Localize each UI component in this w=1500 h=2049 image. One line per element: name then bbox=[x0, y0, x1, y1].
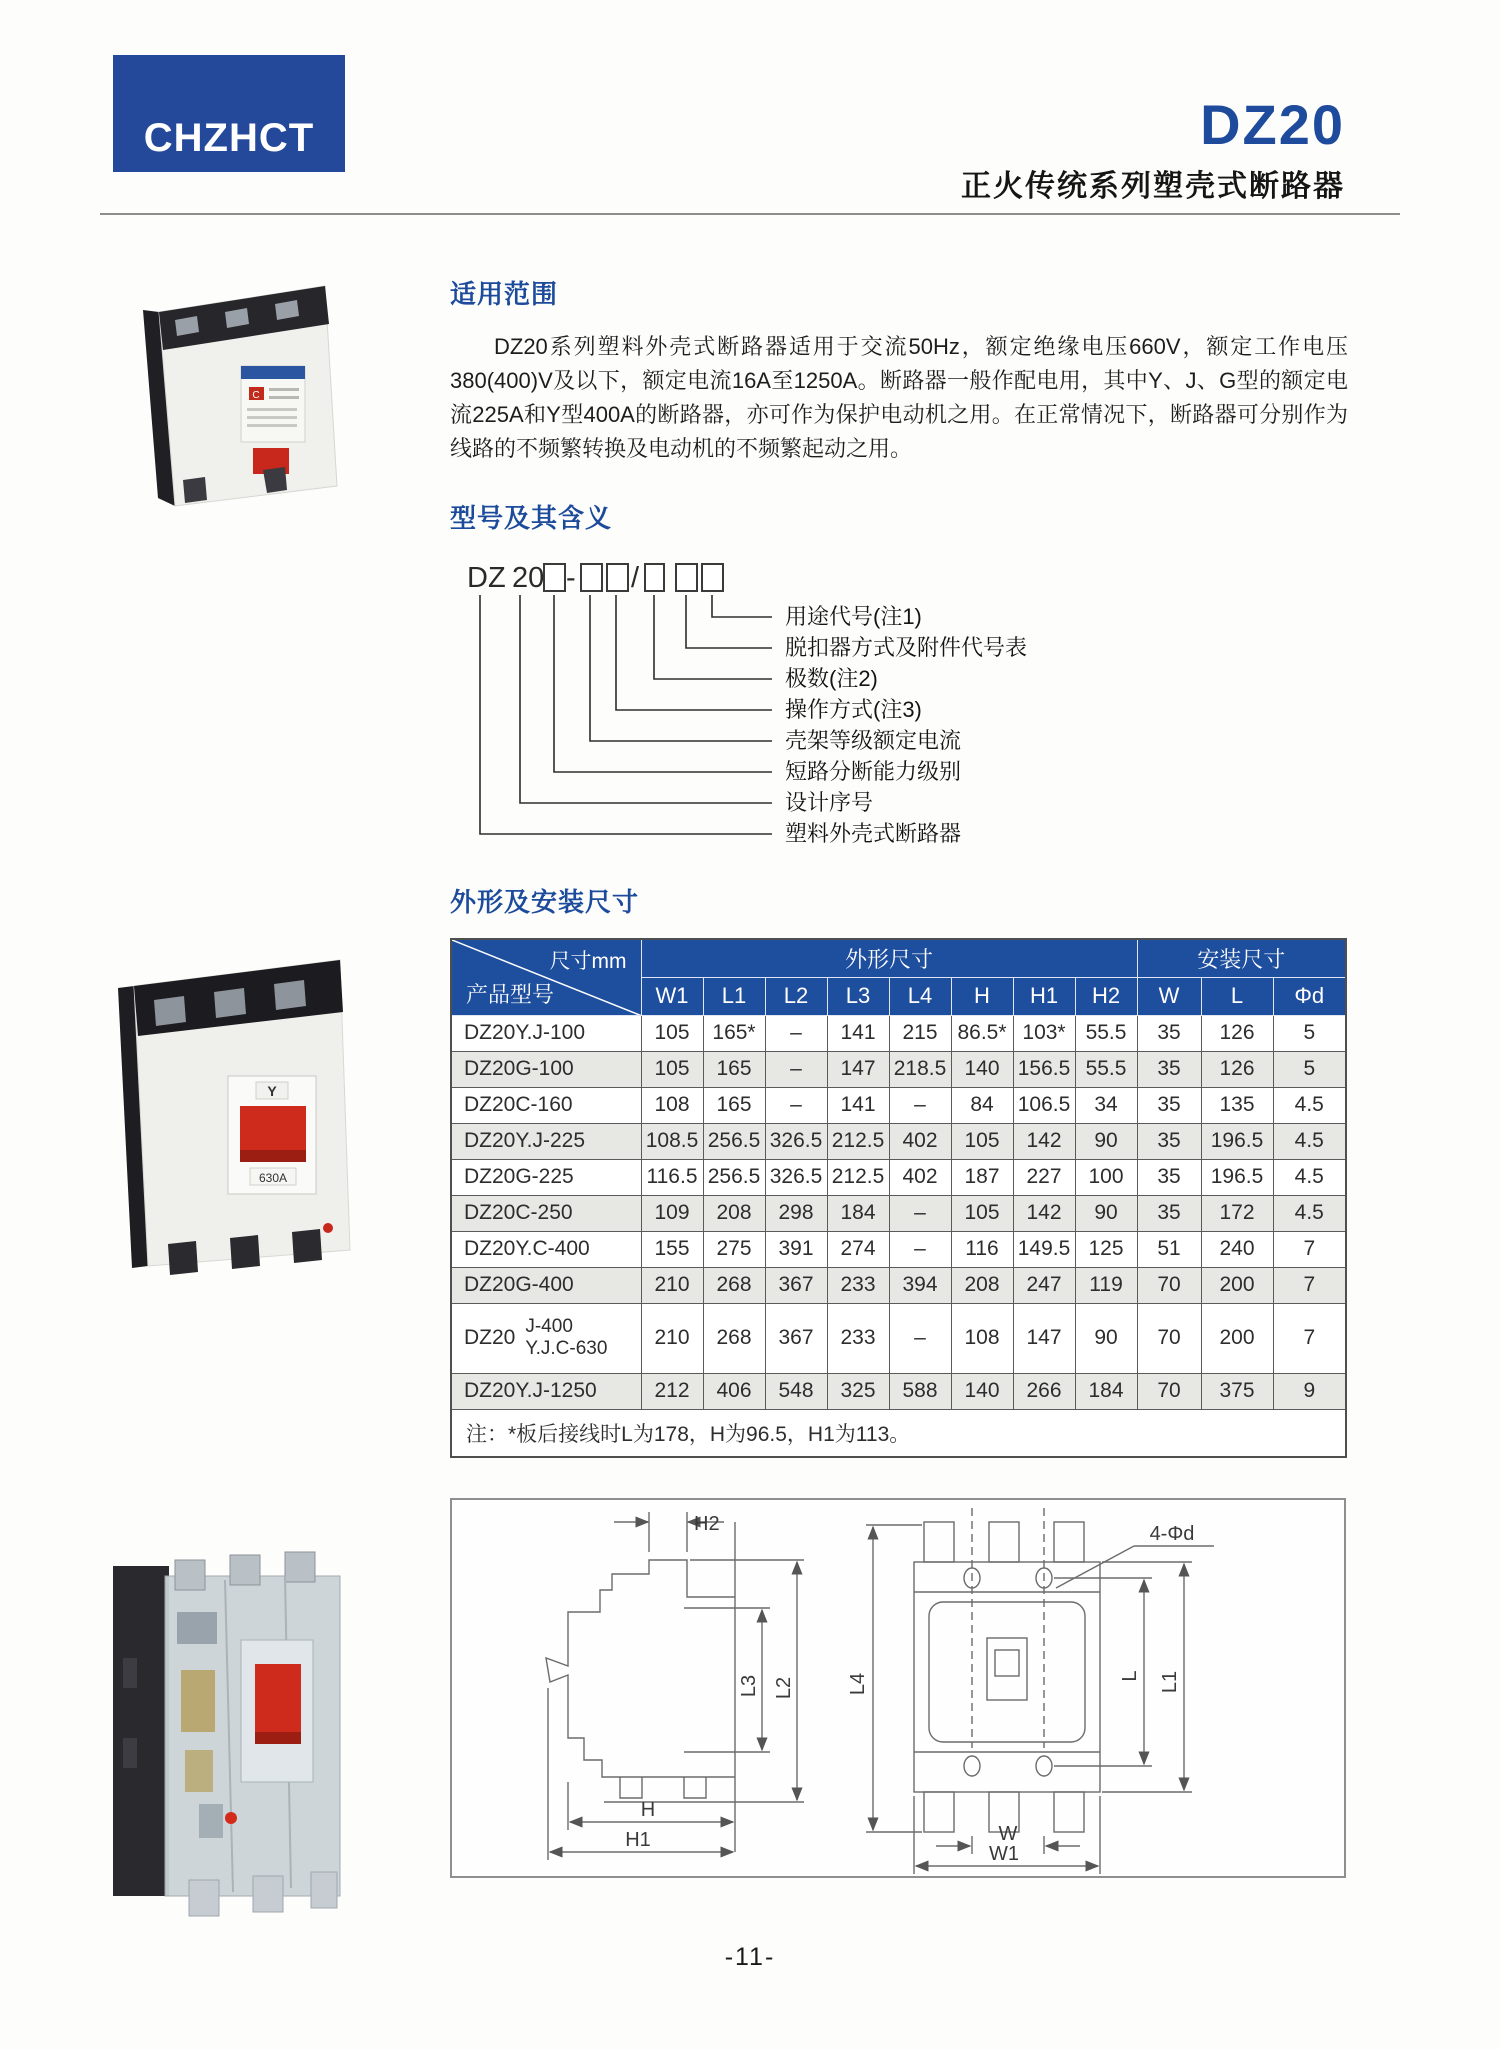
col-header: W bbox=[1137, 977, 1201, 1015]
dim-value-cell: 86.5* bbox=[951, 1015, 1013, 1051]
dim-label-w1: W1 bbox=[989, 1843, 1019, 1865]
product-model-cell: DZ20G-100 bbox=[451, 1051, 641, 1087]
dim-value-cell: 7 bbox=[1273, 1231, 1346, 1267]
dim-value-cell: 172 bbox=[1201, 1195, 1273, 1231]
table-row bbox=[451, 1123, 1346, 1159]
table-corner-cell bbox=[451, 939, 641, 1015]
dim-value-cell: 155 bbox=[641, 1231, 703, 1267]
col-header: W1 bbox=[641, 977, 703, 1015]
dim-value-cell: 105 bbox=[951, 1195, 1013, 1231]
table-row bbox=[451, 1159, 1346, 1195]
col-header: L3 bbox=[827, 977, 889, 1015]
dim-value-cell: 35 bbox=[1137, 1123, 1201, 1159]
dim-value-cell: 90 bbox=[1075, 1303, 1137, 1373]
dim-value-cell: 212 bbox=[641, 1373, 703, 1409]
dim-value-cell: 268 bbox=[703, 1267, 765, 1303]
dim-value-cell: 233 bbox=[827, 1303, 889, 1373]
dim-value-cell: 147 bbox=[827, 1051, 889, 1087]
dim-value-cell: 34 bbox=[1075, 1087, 1137, 1123]
col-header: H2 bbox=[1075, 977, 1137, 1015]
dim-value-cell: 116.5 bbox=[641, 1159, 703, 1195]
dim-value-cell: – bbox=[889, 1195, 951, 1231]
dim-value-cell: 210 bbox=[641, 1303, 703, 1373]
dim-value-cell: 326.5 bbox=[765, 1123, 827, 1159]
dim-value-cell: 256.5 bbox=[703, 1159, 765, 1195]
dim-value-cell: 90 bbox=[1075, 1123, 1137, 1159]
dim-value-cell: 375 bbox=[1201, 1373, 1273, 1409]
model-box-breaking-capacity bbox=[544, 564, 565, 591]
col-header: H bbox=[951, 977, 1013, 1015]
dim-value-cell: 140 bbox=[951, 1051, 1013, 1087]
table-note-row bbox=[451, 1409, 1346, 1457]
title-block bbox=[900, 93, 1345, 205]
dim-value-cell: 256.5 bbox=[703, 1123, 765, 1159]
page-number: -11- bbox=[724, 1943, 776, 1971]
dim-value-cell: 84 bbox=[951, 1087, 1013, 1123]
col-header: L bbox=[1201, 977, 1273, 1015]
model-label-list bbox=[785, 604, 1205, 864]
dim-value-cell: – bbox=[889, 1087, 951, 1123]
col-header: L4 bbox=[889, 977, 951, 1015]
model-box-frame-current bbox=[581, 564, 602, 591]
dim-value-cell: 367 bbox=[765, 1267, 827, 1303]
table-row bbox=[451, 1267, 1346, 1303]
section-title-scope: 适用范围 bbox=[450, 279, 559, 309]
table-row bbox=[451, 1087, 1346, 1123]
scope-paragraph: DZ20系列塑料外壳式断路器适用于交流50Hz，额定绝缘电压660V，额定工作电压380(400)V及以下，额定电流16A至1250A。断路器一般作配电用，其中Y、J、G型的额定电流225A和Y型400A的断路器，亦可作为保护电动机之用。在正常情况下，断路器可分别作为线路的不频繁转换及电动机的不频繁起动之用。 bbox=[450, 334, 1348, 461]
section-title-dimensions: 外形及安装尺寸 bbox=[450, 887, 640, 917]
dim-value-cell: 4.5 bbox=[1273, 1087, 1346, 1123]
dim-value-cell: 4.5 bbox=[1273, 1123, 1346, 1159]
dim-value-cell: 4.5 bbox=[1273, 1159, 1346, 1195]
col-header: Φd bbox=[1273, 977, 1346, 1015]
dim-value-cell: 70 bbox=[1137, 1303, 1201, 1373]
dim-value-cell: 147 bbox=[1013, 1303, 1075, 1373]
dim-value-cell: 105 bbox=[641, 1051, 703, 1087]
product-model-cell: DZ20G-400 bbox=[451, 1267, 641, 1303]
corner-label-model: 产品型号 bbox=[466, 981, 555, 1007]
dim-value-cell: 105 bbox=[641, 1015, 703, 1051]
model-meaning-label: 壳架等级额定电流 bbox=[785, 728, 962, 753]
brand-logo bbox=[113, 55, 345, 172]
dim-value-cell: 208 bbox=[703, 1195, 765, 1231]
dim-value-cell: 215 bbox=[889, 1015, 951, 1051]
dim-value-cell: 9 bbox=[1273, 1373, 1346, 1409]
dim-value-cell: 5 bbox=[1273, 1051, 1346, 1087]
dim-value-cell: 402 bbox=[889, 1159, 951, 1195]
dim-value-cell: 35 bbox=[1137, 1087, 1201, 1123]
dim-value-cell: 227 bbox=[1013, 1159, 1075, 1195]
dimensions-table bbox=[450, 938, 1347, 1458]
dim-value-cell: – bbox=[765, 1015, 827, 1051]
dim-value-cell: 135 bbox=[1201, 1087, 1273, 1123]
dim-value-cell: 212.5 bbox=[827, 1123, 889, 1159]
dim-value-cell: 240 bbox=[1201, 1231, 1273, 1267]
dim-value-cell: 126 bbox=[1201, 1051, 1273, 1087]
model-meaning-label: 用途代号(注1) bbox=[785, 604, 922, 629]
dim-label-h1: H1 bbox=[625, 1829, 651, 1851]
dim-value-cell: – bbox=[889, 1303, 951, 1373]
dim-label-w: W bbox=[998, 1823, 1018, 1845]
dim-value-cell: 55.5 bbox=[1075, 1051, 1137, 1087]
product-model-cell: DZ20Y.J-100 bbox=[451, 1015, 641, 1051]
model-code-dash: - bbox=[566, 562, 576, 594]
product-photo-molded-breaker bbox=[113, 248, 345, 514]
dim-value-cell: 35 bbox=[1137, 1195, 1201, 1231]
model-box-usage-code bbox=[702, 564, 723, 591]
table-note: 注：*板后接线时L为178，H为96.5，H1为113。 bbox=[451, 1409, 1346, 1457]
outline-figure-box bbox=[450, 1498, 1346, 1878]
dim-value-cell: 125 bbox=[1075, 1231, 1137, 1267]
model-meaning-label: 短路分断能力级别 bbox=[785, 759, 962, 784]
product-model-cell: DZ20Y.J-225 bbox=[451, 1123, 641, 1159]
model-meaning-label: 设计序号 bbox=[785, 790, 874, 815]
dim-value-cell: 548 bbox=[765, 1373, 827, 1409]
product-model-cell: DZ20 J-400 Y.J.C-630 bbox=[451, 1303, 641, 1373]
dim-value-cell: 55.5 bbox=[1075, 1015, 1137, 1051]
side-view-foot-1 bbox=[620, 1777, 642, 1798]
col-header: L1 bbox=[703, 977, 765, 1015]
table-row bbox=[451, 1373, 1346, 1409]
product-photo-transparent-breaker bbox=[103, 1548, 350, 1936]
model-meaning-label: 操作方式(注3) bbox=[785, 697, 922, 722]
corner-label-unit: 尺寸mm bbox=[549, 950, 627, 973]
dim-value-cell: 200 bbox=[1201, 1267, 1273, 1303]
dim-label-l1: L1 bbox=[1159, 1670, 1181, 1694]
dim-value-cell: – bbox=[765, 1087, 827, 1123]
model-code-prefix: DZ bbox=[467, 562, 506, 594]
table-row bbox=[451, 1231, 1346, 1267]
dim-label-l4: L4 bbox=[847, 1672, 869, 1696]
model-box-operation-mode bbox=[607, 564, 628, 591]
dim-value-cell: 109 bbox=[641, 1195, 703, 1231]
model-meaning-label: 脱扣器方式及附件代号表 bbox=[785, 635, 1028, 660]
table-row bbox=[451, 1051, 1346, 1087]
dim-label-h2: H2 bbox=[694, 1513, 720, 1535]
section-title-model: 型号及其含义 bbox=[450, 503, 613, 533]
dim-value-cell: 165 bbox=[703, 1051, 765, 1087]
dim-value-cell: 35 bbox=[1137, 1051, 1201, 1087]
photo2-rating-mark: 630A bbox=[258, 1171, 288, 1185]
dim-value-cell: 142 bbox=[1013, 1123, 1075, 1159]
dim-value-cell: 210 bbox=[641, 1267, 703, 1303]
dim-value-cell: 394 bbox=[889, 1267, 951, 1303]
dim-value-cell: 108 bbox=[641, 1087, 703, 1123]
side-view-foot-2 bbox=[684, 1777, 706, 1798]
dim-label-4-phi-d: 4-Φd bbox=[1149, 1523, 1195, 1545]
dim-value-cell: 35 bbox=[1137, 1015, 1201, 1051]
dim-value-cell: 90 bbox=[1075, 1195, 1137, 1231]
dim-value-cell: 35 bbox=[1137, 1159, 1201, 1195]
dim-label-l: L bbox=[1119, 1670, 1141, 1682]
dim-value-cell: 391 bbox=[765, 1231, 827, 1267]
product-model-cell: DZ20G-225 bbox=[451, 1159, 641, 1195]
dim-value-cell: 402 bbox=[889, 1123, 951, 1159]
page-title: DZ20 bbox=[1200, 93, 1345, 156]
dim-value-cell: 184 bbox=[827, 1195, 889, 1231]
model-code-series: 20 bbox=[512, 562, 545, 594]
dim-value-cell: 7 bbox=[1273, 1267, 1346, 1303]
dim-value-cell: 268 bbox=[703, 1303, 765, 1373]
dim-value-cell: 106.5 bbox=[1013, 1087, 1075, 1123]
product-model-cell: DZ20C-250 bbox=[451, 1195, 641, 1231]
dim-value-cell: 119 bbox=[1075, 1267, 1137, 1303]
dim-value-cell: 165 bbox=[703, 1087, 765, 1123]
dim-value-cell: 108.5 bbox=[641, 1123, 703, 1159]
dim-value-cell: 141 bbox=[827, 1015, 889, 1051]
dim-value-cell: 187 bbox=[951, 1159, 1013, 1195]
dim-value-cell: 70 bbox=[1137, 1267, 1201, 1303]
dim-value-cell: 247 bbox=[1013, 1267, 1075, 1303]
dim-value-cell: 108 bbox=[951, 1303, 1013, 1373]
group-header-outline: 外形尺寸 bbox=[641, 939, 1137, 977]
dim-value-cell: 184 bbox=[1075, 1373, 1137, 1409]
photo1-mark: C bbox=[252, 390, 260, 401]
dim-value-cell: 406 bbox=[703, 1373, 765, 1409]
dim-value-cell: – bbox=[765, 1051, 827, 1087]
brand-logo-text: CHZHCT bbox=[143, 116, 315, 160]
dim-value-cell: 588 bbox=[889, 1373, 951, 1409]
dim-value-cell: 116 bbox=[951, 1231, 1013, 1267]
dim-value-cell: 200 bbox=[1201, 1303, 1273, 1373]
dim-label-l3: L3 bbox=[738, 1674, 760, 1698]
dim-value-cell: 156.5 bbox=[1013, 1051, 1075, 1087]
model-meaning-label: 塑料外壳式断路器 bbox=[785, 821, 962, 846]
model-box-release-type bbox=[676, 564, 697, 591]
dim-value-cell: 233 bbox=[827, 1267, 889, 1303]
photo2-type-mark: Y bbox=[267, 1083, 277, 1099]
dim-value-cell: 51 bbox=[1137, 1231, 1201, 1267]
product-model-cell: DZ20Y.C-400 bbox=[451, 1231, 641, 1267]
page-subtitle: 正火传统系列塑壳式断路器 bbox=[961, 169, 1345, 203]
dim-value-cell: 103* bbox=[1013, 1015, 1075, 1051]
dim-value-cell: 141 bbox=[827, 1087, 889, 1123]
product-model-cell: DZ20Y.J-1250 bbox=[451, 1373, 641, 1409]
dim-value-cell: 149.5 bbox=[1013, 1231, 1075, 1267]
dim-value-cell: 126 bbox=[1201, 1015, 1273, 1051]
dim-value-cell: 212.5 bbox=[827, 1159, 889, 1195]
header-divider bbox=[100, 213, 1400, 215]
dim-label-l2: L2 bbox=[773, 1676, 795, 1700]
table-row bbox=[451, 1303, 1346, 1373]
dim-value-cell: 208 bbox=[951, 1267, 1013, 1303]
model-box-poles bbox=[645, 564, 664, 591]
dim-value-cell: 100 bbox=[1075, 1159, 1137, 1195]
model-code-slash: / bbox=[631, 562, 640, 594]
outline-drawing bbox=[452, 1500, 1344, 1876]
dim-value-cell: 196.5 bbox=[1201, 1123, 1273, 1159]
dim-value-cell: 274 bbox=[827, 1231, 889, 1267]
dim-value-cell: 105 bbox=[951, 1123, 1013, 1159]
dim-value-cell: 326.5 bbox=[765, 1159, 827, 1195]
dim-value-cell: 325 bbox=[827, 1373, 889, 1409]
group-header-mounting: 安装尺寸 bbox=[1137, 939, 1346, 977]
dim-value-cell: 5 bbox=[1273, 1015, 1346, 1051]
dim-value-cell: 196.5 bbox=[1201, 1159, 1273, 1195]
dim-value-cell: 275 bbox=[703, 1231, 765, 1267]
product-model-cell: DZ20C-160 bbox=[451, 1087, 641, 1123]
model-connector-lines bbox=[480, 595, 772, 834]
dim-label-h: H bbox=[640, 1799, 656, 1821]
product-photo-breaker-front bbox=[110, 928, 352, 1292]
dim-value-cell: 218.5 bbox=[889, 1051, 951, 1087]
table-row bbox=[451, 1015, 1346, 1051]
dims-table-body bbox=[451, 1015, 1346, 1409]
dim-value-cell: 70 bbox=[1137, 1373, 1201, 1409]
col-header: H1 bbox=[1013, 977, 1075, 1015]
model-meaning-label: 极数(注2) bbox=[785, 666, 878, 691]
dim-value-cell: 4.5 bbox=[1273, 1195, 1346, 1231]
dim-value-cell: 142 bbox=[1013, 1195, 1075, 1231]
side-view-profile bbox=[546, 1560, 735, 1777]
table-row bbox=[451, 1195, 1346, 1231]
dim-value-cell: 298 bbox=[765, 1195, 827, 1231]
dim-value-cell: 7 bbox=[1273, 1303, 1346, 1373]
dim-value-cell: – bbox=[889, 1231, 951, 1267]
dim-value-cell: 140 bbox=[951, 1373, 1013, 1409]
col-header: L2 bbox=[765, 977, 827, 1015]
dim-value-cell: 165* bbox=[703, 1015, 765, 1051]
dim-value-cell: 367 bbox=[765, 1303, 827, 1373]
dim-value-cell: 266 bbox=[1013, 1373, 1075, 1409]
